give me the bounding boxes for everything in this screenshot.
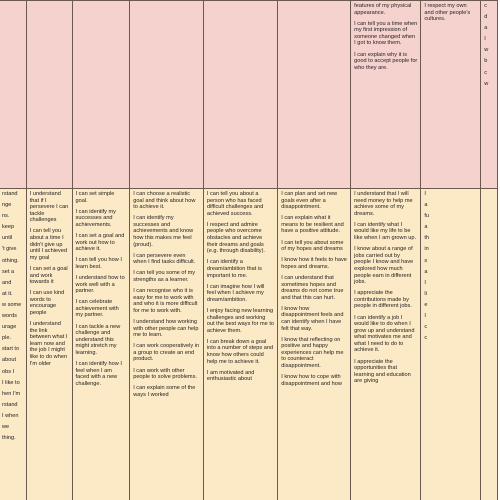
statement-text: c [484,3,487,9]
table-cell [130,1,204,189]
statement-text: I [424,313,426,320]
statement-text: I know about a range of jobs carried out by people I know and have explored how much people earn in different jobs. [354,246,414,286]
statement-text: I can explain some of the ways I worked [133,385,196,398]
statement-text: at it. [2,290,13,297]
table-cell [278,189,351,500]
statement-text: I can tell you about some of my hopes and dreams [281,239,344,253]
table-row [0,189,498,500]
statement-text: I enjoy facing new learning challenges and working out the best ways for me to achieve them. [206,307,275,334]
table-cell [481,1,498,189]
statement-text: I can set a goal and work out how to achieve it. [75,232,125,253]
statement-text: I can tell you some of my strengths as a learner. [133,270,196,284]
statement-text: I understand how to work well with a partner. [75,274,125,295]
table-cell [130,189,204,500]
statement-text: I can identify a job I would like to do when I grow up and understand what motivates me and what I need to do to achieve it. [354,314,415,354]
statement-text: I understand that I will need money to help me achieve some of my dreams. [354,191,413,217]
statement-text: I [424,279,426,286]
table-cell [72,189,130,500]
statement-text: hen I'm [2,390,21,397]
statement-text: I when [2,412,19,419]
statement-text: b [484,58,488,65]
statement-text: li [424,290,427,297]
statement-text: I respect and admire people who overcome obstacles and achieve their dreams and goals (e.g. through disability). [206,221,265,255]
statement-text: set a [2,268,15,275]
statement-text: w [484,47,489,54]
statement-text: I like to [2,379,20,386]
statement-text: I can understand that sometimes hopes and dreams do not come true and that this can hurt. [281,274,344,301]
statement-text: I can use kind words to encourage people [29,290,65,316]
statement-text: obs I [2,368,15,375]
statement-text: I respect my own and other people's cultures. [424,3,471,23]
statement-text: othing. [2,257,19,264]
statement-text: I can work with other people to solve problems. [133,367,197,381]
statement-text: a [424,268,428,275]
statement-text: I appreciate the contributions made by people in different jobs. [354,290,412,310]
statement-text: I can break down a goal into a number of steps and know how others could help me to achieve it. [206,338,274,365]
statement-text: I can identify a dream/ambition that is important to me. [206,259,262,279]
table-cell [351,189,421,500]
statement-text: I can choose a realistic goal and think about how to achieve it. [133,191,196,211]
statement-text: I can explain why it is good to accept people for who they are. [354,51,418,71]
statement-text: w [484,80,489,87]
statement-text: d [484,14,488,21]
statement-text: I can identify how I feel when I am faced with a new challenge. [75,360,122,387]
statement-text: thing. [2,435,16,442]
statement-text: I know how to cope with disappointment and how [281,374,342,387]
statement-text: I can imagine how I will feel when I achieve my dream/ambition. [206,283,265,303]
table-cell [26,189,72,500]
statement-text: I can identify what I would like my life to be like when I am grown up. [354,221,417,242]
table-cell [0,189,26,500]
statement-text: I can tell you about a time I didn't give up until I achieved my goal [29,228,68,261]
statement-text: I can identify my successes and achievements and know how this makes me feel (proud). [133,215,194,248]
statement-text: about [2,357,16,364]
table-cell [421,1,481,189]
statement-text: I can tell you a time when my first impression of someone changed when I got to know them. [354,20,418,47]
statement-text: I can identify my successes and achievements. [75,208,116,228]
statement-text: I can set a goal and work towards it [29,265,68,286]
statement-text: I can set simple goal. [75,191,115,204]
statement-text: I can tell you about a person who has faced difficult challenges and achieved success. [206,191,264,217]
statement-text: e [424,301,428,308]
statement-text: keep [2,224,15,231]
statement-text: until [2,235,13,242]
statement-text: I know how it feels to have hopes and dreams. [281,257,347,270]
statement-text: ns. [2,213,10,220]
statement-text: a [424,224,428,231]
statement-text: I can celebrate achievement with my partner. [75,299,119,319]
statement-text: I can explain what it means to be resilient and have a positive attitude. [281,215,344,235]
statement-text: I am motivated and enthusiastic about [206,369,255,383]
statement-text: s [424,257,428,264]
table-cell [421,189,481,500]
statement-text: urage [2,324,17,331]
table-cell [278,1,351,189]
table-cell [203,1,277,189]
statement-text: I [424,191,426,197]
statement-text: start to [2,346,20,353]
statement-text: 't give [2,246,17,253]
statement-text: I understand the link between what I learn now and the job I might like to do when I'm older [29,321,68,367]
statement-text: I can recognise who it is easy for me to work with and who it is more difficult for me to work with. [133,288,198,314]
table-cell [0,1,26,189]
statement-text: I appreciate the opportunities that learning and education are giving [354,358,411,385]
table-cell [26,1,72,189]
statement-text: features of my physical appearance. [354,3,412,16]
statement-text: we [2,423,10,430]
statement-text: nge [2,202,12,209]
statement-text: c [424,335,428,342]
statement-text: w some [2,301,22,308]
statement-text: a [424,202,428,209]
statement-text: I can work cooperatively in a group to create an end product. [133,343,200,363]
statement-text: I [484,36,486,43]
table-cell [351,1,421,189]
statement-text: ple. [2,335,12,342]
statement-text: rstand [2,191,18,197]
statement-text: c [484,69,487,76]
statement-text: words [2,313,17,320]
statement-text: in [424,246,429,253]
table-cell [481,189,498,500]
statement-text: rstand [2,401,18,408]
statement-text: I know that reflecting on positive and happy experiences can help me to counteract disappointment. [281,336,344,370]
statement-text: I understand how working with other people can help me to learn. [133,319,199,339]
statement-text: I know how disappointment feels and can identify when I have felt that way. [281,305,344,332]
statement-text: I can tackle a new challenge and understand this might stretch my learning. [75,323,121,356]
statement-text: I can tell you how I learn best. [75,257,122,270]
statement-text: and [2,279,12,286]
statement-text: a [484,25,488,32]
statement-text: I can plan and set new goals even after a disappointment. [281,191,338,211]
statement-text: fu [424,213,430,220]
statement-text: I understand that if I persevere I can tackle challenges [29,191,69,224]
statement-text: th [424,235,430,242]
table-cell [72,1,130,189]
table-row [0,1,498,189]
statement-text: I can persevere even when I find tasks difficult. [133,252,196,266]
statement-text: c [424,324,428,331]
table-cell [203,189,277,500]
